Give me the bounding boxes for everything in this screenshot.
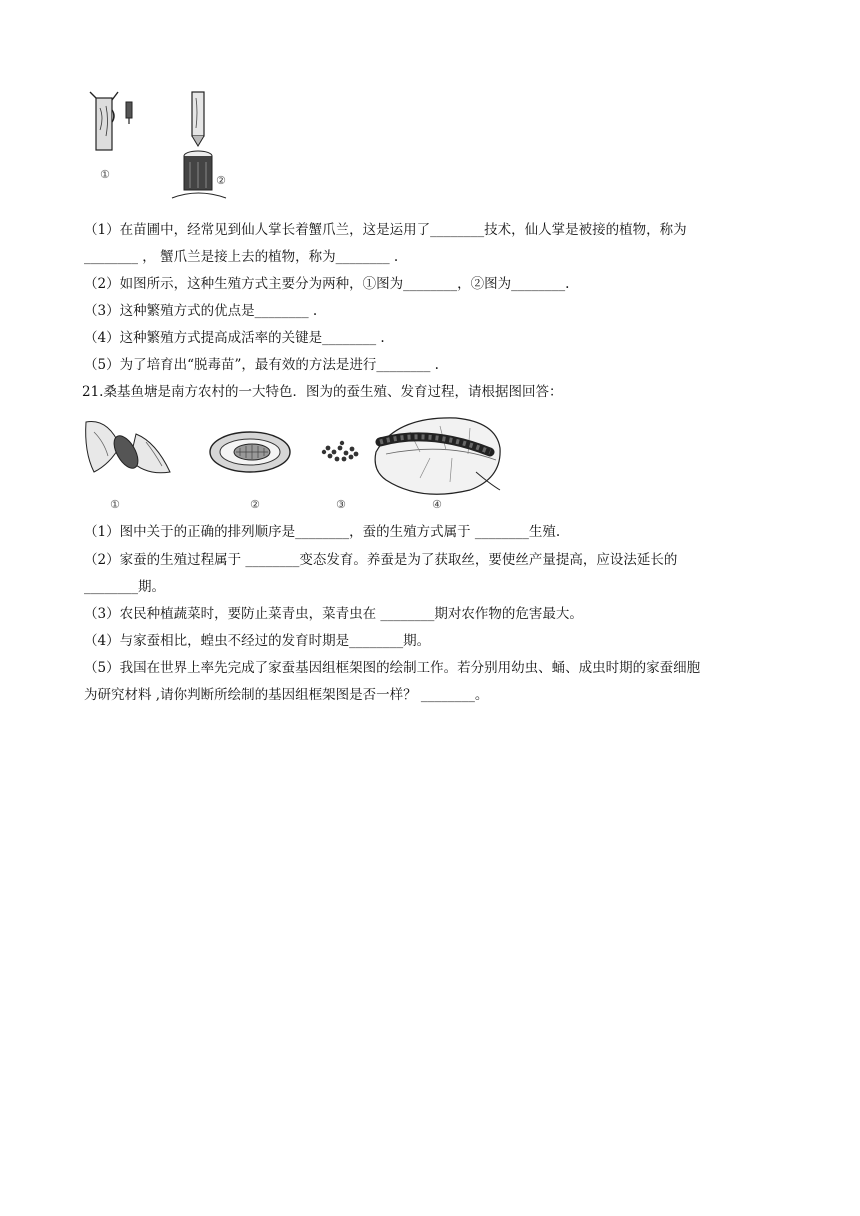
q20-line-2: ________ ， 蟹爪兰是接上去的植物，称为________ . (84, 249, 399, 265)
cocoon-illustration (210, 432, 290, 472)
figure-label-2: ② (216, 174, 226, 187)
q21-line-4: （3）农民种植蔬菜时，要防止菜青虫，菜青虫在 ________期对农作物的危害最大。 (84, 606, 583, 622)
silkworm-lifecycle-figure (80, 412, 510, 516)
q21-line-3: ________期。 (84, 579, 165, 595)
figure2-label-4: ④ (432, 498, 442, 511)
q20-line-4: （3）这种繁殖方式的优点是________ . (84, 303, 318, 319)
figure2-label-3: ③ (336, 498, 346, 511)
bud-graft-illustration (90, 92, 132, 150)
q20-line-5: （4）这种繁殖方式提高成活率的关键是________ . (84, 330, 385, 346)
figure2-label-2: ② (250, 498, 260, 511)
figure-label-1: ① (100, 168, 110, 181)
q21-line-6: （5）我国在世界上率先完成了家蚕基因组框架图的绘制工作。若分别用幼虫、蛹、成虫时期的家蚕细胞 (84, 660, 701, 676)
figure2-label-1: ① (110, 498, 120, 511)
eggs-illustration (322, 441, 359, 462)
q21-line-2: （2）家蚕的生殖过程属于 ________变态发育。养蚕是为了获取丝，要使丝产量提高，应设法延长的 (84, 552, 678, 568)
q21-line-1: （1）图中关于的正确的排列顺序是________，蚕的生殖方式属于 ________生殖. (84, 524, 561, 540)
q21-line-5: （4）与家蚕相比，蝗虫不经过的发育时期是________期。 (84, 633, 431, 649)
moth-illustration (86, 422, 170, 473)
grafting-figure (82, 88, 242, 210)
q21-line-7: 为研究材料 ,请你判断所绘制的基因组框架图是否一样？ ________。 (84, 687, 489, 703)
question-21-title: 21.桑基鱼塘是南方农村的一大特色．图为的蚕生殖、发育过程，请根据图回答： (82, 384, 563, 400)
larva-on-leaf-illustration (375, 418, 500, 494)
q20-line-3: （2）如图所示，这种生殖方式主要分为两种，①图为________，②图为________. (84, 276, 570, 292)
q20-line-1: （1）在苗圃中，经常见到仙人掌长着蟹爪兰，这是运用了________技术，仙人掌是被接的植物，称为 (84, 222, 687, 238)
q20-line-6: （5）为了培育出“脱毒苗”，最有效的方法是进行________ . (84, 357, 439, 373)
